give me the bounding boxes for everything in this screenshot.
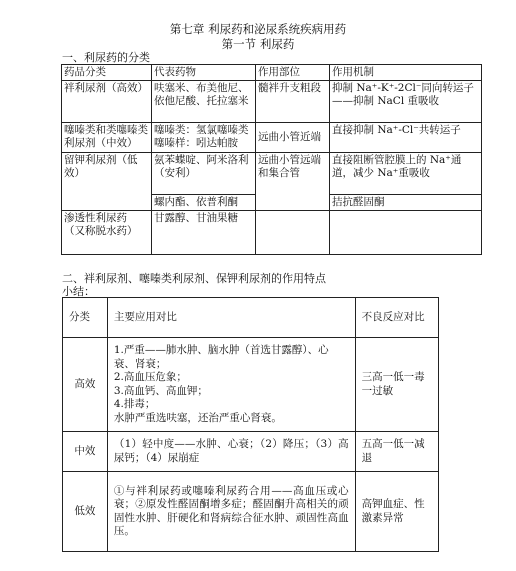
use-line: 4.排毒； bbox=[113, 398, 156, 410]
use-line: 3.高血钙、高血钾； bbox=[113, 384, 208, 397]
chapter-title: 第七章 利尿药和泌尿系统疾病用药 bbox=[169, 22, 347, 36]
use-line: 1.严重——肺水肿、脑水肿（首选甘露醇）、心衰、肾衰； bbox=[113, 344, 329, 370]
table-row bbox=[63, 432, 439, 472]
drugs-cell: 甘露醇、甘油果糖 bbox=[152, 211, 256, 255]
adverse-cell: 高钾血症、性激素异常 bbox=[355, 472, 438, 552]
drugs-cell: 呋塞米、布美他尼、依他尼酸、托拉塞米 bbox=[152, 81, 256, 123]
site-cell: 髓袢升支粗段 bbox=[256, 81, 330, 123]
header-cell: 作用部位 bbox=[256, 65, 330, 81]
use-line: 水肿严重选呋塞，还治严重心肾衰。 bbox=[113, 411, 282, 424]
category-cell: 渗透性利尿药 （又称脱水药） bbox=[62, 211, 152, 255]
type-cell: 高效 bbox=[63, 338, 108, 432]
adverse-cell: 三高一低一毒一过敏 bbox=[355, 338, 438, 432]
mechanism-cell: 抑制 Na⁺-K⁺-2Cl⁻同向转运子——抑制 NaCl 重吸收 bbox=[330, 81, 482, 123]
category-cell: 噻嗪类和类噻嗪类利尿剂（中效） bbox=[62, 123, 152, 153]
type-cell: 中效 bbox=[63, 432, 108, 472]
uses-cell: ①与袢利尿药或噻嗪利尿药合用——高血压或心衰；②原发性醛固酮增多症；醛固酮升高相关的顽固性水肿、肝硬化和肾病综合征水肿、顽固性高血压。 bbox=[107, 472, 355, 552]
uses-cell bbox=[107, 338, 355, 432]
section-title: 第一节 利尿药 bbox=[221, 37, 295, 51]
header-cell: 作用机制 bbox=[330, 65, 482, 81]
mechanism-cell: 拮抗醛固酮 bbox=[330, 195, 482, 211]
adverse-cell: 五高一低一减退 bbox=[355, 432, 438, 472]
header-cell: 分类 bbox=[63, 298, 108, 338]
site-cell: 远曲小管近端 bbox=[256, 123, 330, 153]
table-header-row bbox=[62, 65, 482, 81]
uses-cell: （1）轻中度——水肿、心衰；（2）降压；（3）高尿钙；（4）尿崩症 bbox=[107, 432, 355, 472]
mechanism-cell: 直接阻断管腔膜上的 Na⁺通道，减少 Na⁺重吸收 bbox=[330, 153, 482, 195]
diuretic-classification-table bbox=[61, 64, 482, 255]
type-cell: 低效 bbox=[63, 472, 108, 552]
table-row bbox=[62, 211, 482, 255]
header-cell: 不良反应对比 bbox=[355, 298, 438, 338]
header-cell: 药品分类 bbox=[62, 65, 152, 81]
category-cell: 袢利尿剂（高效） bbox=[62, 81, 152, 123]
drugs-cell: 螺内酯、依普利酮 bbox=[152, 195, 256, 211]
table-row bbox=[63, 472, 439, 552]
use-line: 2.高血压危象； bbox=[113, 371, 187, 383]
table-row bbox=[62, 123, 482, 153]
header-cell: 代表药物 bbox=[152, 65, 256, 81]
site-cell bbox=[256, 211, 330, 255]
drugs-cell: 氨苯蝶啶、阿米洛利（安利） bbox=[152, 153, 256, 195]
mechanism-cell bbox=[330, 211, 482, 255]
header-cell: 主要应用对比 bbox=[107, 298, 355, 338]
site-cell: 远曲小管远端和集合管 bbox=[256, 153, 330, 211]
heading-summary: 小结： bbox=[62, 285, 95, 298]
category-cell: 留钾利尿剂（低效） bbox=[62, 153, 152, 211]
table-row bbox=[63, 338, 439, 432]
heading-classification: 一、利尿药的分类 bbox=[62, 51, 150, 64]
diuretic-comparison-table bbox=[62, 297, 439, 552]
heading-features: 二、袢利尿剂、噻嗪类利尿剂、保钾利尿剂的作用特点 bbox=[62, 272, 326, 285]
drugs-cell: 噻嗪类：氢氯噻嗪类噻嗪样：吲达帕胺 bbox=[152, 123, 256, 153]
table-header-row bbox=[63, 298, 439, 338]
table-row bbox=[62, 153, 482, 195]
table-row bbox=[62, 81, 482, 123]
mechanism-cell: 直接抑制 Na⁺-Cl⁻共转运子 bbox=[330, 123, 482, 153]
